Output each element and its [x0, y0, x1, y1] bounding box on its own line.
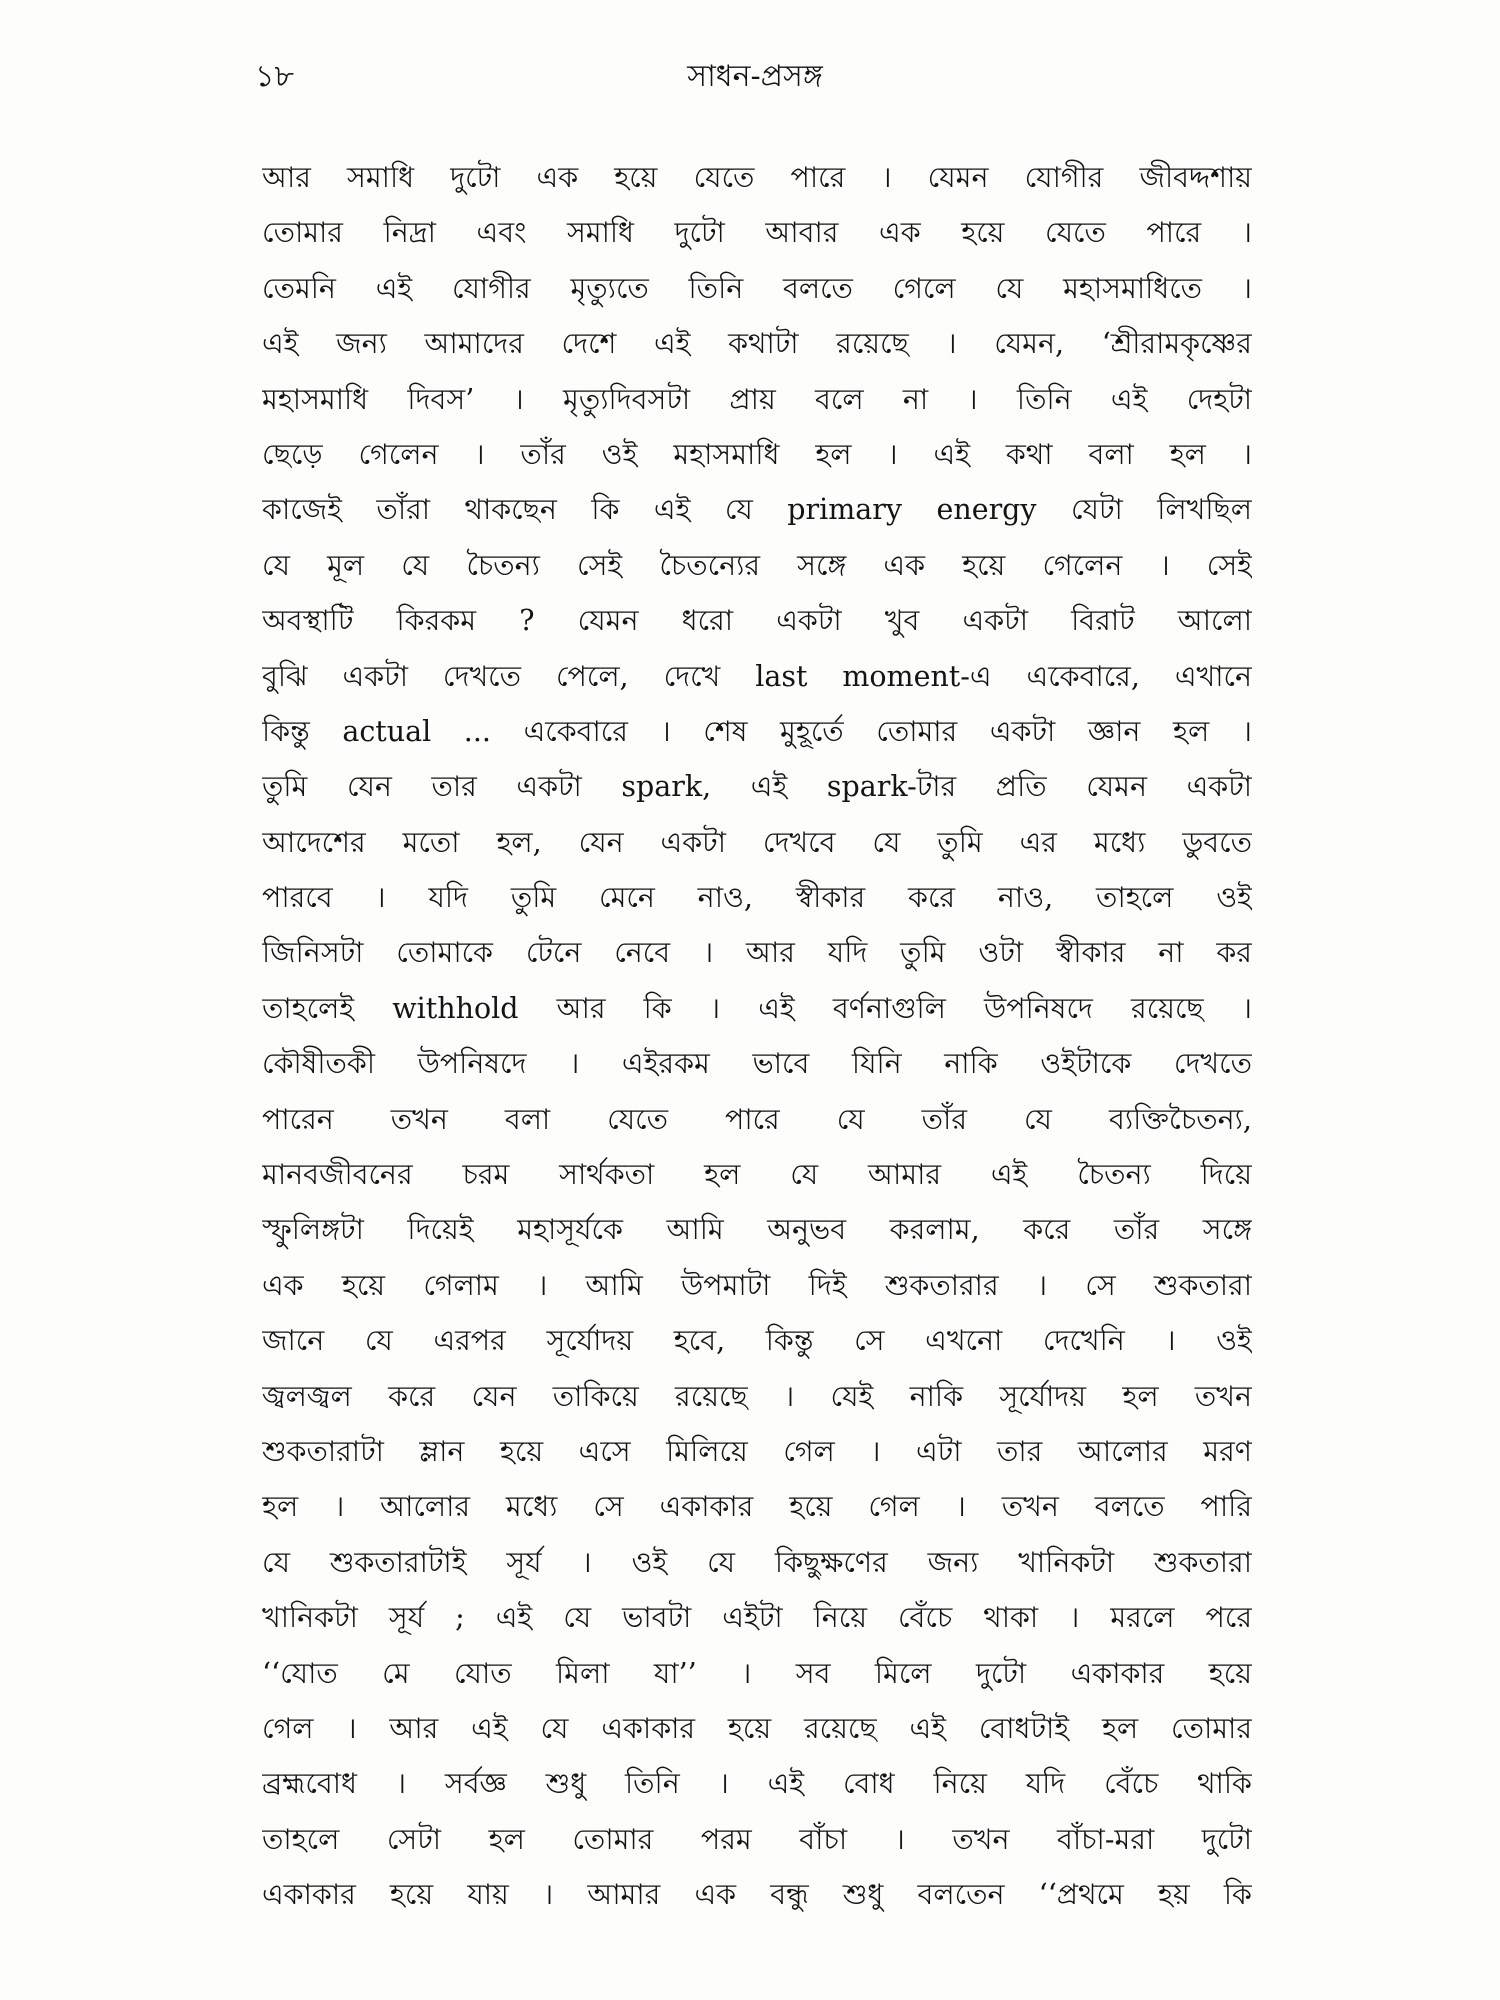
- text-line: ‘‘যোত মে যোত মিলা যা’’ । সব মিলে দুটো একাকার হয়ে: [262, 1656, 1252, 1690]
- text-line: ব্রহ্মবোধ । সর্বজ্ঞ শুধু তিনি । এই বোধ নিয়ে যদি বেঁচে থাকি: [262, 1767, 1252, 1801]
- running-title: সাধন-প্রসঙ্গ: [687, 59, 823, 94]
- text-line: যে শুকতারাটাই সূর্য । ওই যে কিছুক্ষণের জন্য খানিকটা শুকতারা: [262, 1545, 1252, 1579]
- text-line: আর সমাধি দুটো এক হয়ে যেতে পারে । যেমন যোগীর জীবদ্দশায়: [262, 161, 1252, 194]
- text-line: জ্বলজ্বল করে যেন তাকিয়ে রয়েছে । যেই নাকি সূর্যোদয় হল তখন: [262, 1379, 1252, 1413]
- text-line: মহাসমাধি দিবস’ । মৃত্যুদিবসটা প্রায় বলে না । তিনি এই দেহটা: [262, 382, 1252, 416]
- text-line: পারবে । যদি তুমি মেনে নাও, স্বীকার করে নাও, তাহলে ওই: [262, 881, 1252, 915]
- text-line: তুমি যেন তার একটা spark, এই spark-টার প্রতি যেমন একটা: [262, 770, 1252, 804]
- text-line: শুকতারাটা ম্লান হয়ে এসে মিলিয়ে গেল । এটা তার আলোর মরণ: [262, 1434, 1252, 1468]
- running-head: [255, 52, 1255, 102]
- body-text: [262, 150, 1252, 1923]
- text-line: ছেড়ে গেলেন । তাঁর ওই মহাসমাধি হল । এই কথা বলা হল ।: [262, 437, 1252, 471]
- text-line: হল । আলোর মধ্যে সে একাকার হয়ে গেল । তখন বলতে পারি: [262, 1490, 1252, 1524]
- text-line: স্ফুলিঙ্গটা দিয়েই মহাসূর্যকে আমি অনুভব করলাম, করে তাঁর সঙ্গে: [262, 1213, 1252, 1247]
- text-line: কৌষীতকী উপনিষদে । এইরকম ভাবে যিনি নাকি ওইটাকে দেখতে: [262, 1047, 1252, 1081]
- text-line: গেল । আর এই যে একাকার হয়ে রয়েছে এই বোধটাই হল তোমার: [262, 1711, 1252, 1745]
- text-line: জানে যে এরপর সূর্যোদয় হবে, কিন্তু সে এখনো দেখেনি । ওই: [262, 1324, 1252, 1358]
- text-line: খানিকটা সূর্য ; এই যে ভাবটা এইটা নিয়ে বেঁচে থাকা । মরলে পরে: [262, 1601, 1252, 1635]
- text-line: আদেশের মতো হল, যেন একটা দেখবে যে তুমি এর মধ্যে ডুবতে: [262, 825, 1252, 859]
- text-line: তেমনি এই যোগীর মৃত্যুতে তিনি বলতে গেলে যে মহাসমাধিতে ।: [262, 271, 1252, 305]
- text-line: এই জন্য আমাদের দেশে এই কথাটা রয়েছে । যেমন, ‘শ্রীরামকৃষ্ণের: [262, 327, 1252, 361]
- text-line: অবস্থাটি কিরকম ? যেমন ধরো একটা খুব একটা বিরাট আলো: [262, 604, 1252, 638]
- text-line: একাকার হয়ে যায় । আমার এক বন্ধু শুধু বলতেন ‘‘প্রথমে হয় কি: [262, 1878, 1252, 1912]
- text-line: কাজেই তাঁরা থাকছেন কি এই যে primary energy যেটা লিখছিল: [262, 493, 1252, 527]
- page-number: ১৮: [255, 59, 294, 94]
- text-line: তাহলেই withhold আর কি । এই বর্ণনাগুলি উপনিষদে রয়েছে ।: [262, 991, 1252, 1025]
- text-line: মানবজীবনের চরম সার্থকতা হল যে আমার এই চৈতন্য দিয়ে: [262, 1158, 1252, 1192]
- text-line: তাহলে সেটা হল তোমার পরম বাঁচা । তখন বাঁচা-মরা দুটো: [262, 1822, 1252, 1856]
- text-line: বুঝি একটা দেখতে পেলে, দেখে last moment-এ একেবারে, এখানে: [262, 659, 1252, 693]
- text-line: তোমার নিদ্রা এবং সমাধি দুটো আবার এক হয়ে যেতে পারে ।: [262, 216, 1252, 250]
- text-line: জিনিসটা তোমাকে টেনে নেবে । আর যদি তুমি ওটা স্বীকার না কর: [262, 936, 1252, 970]
- text-line: পারেন তখন বলা যেতে পারে যে তাঁর যে ব্যক্তিচৈতন্য,: [262, 1102, 1252, 1136]
- text-line: যে মূল যে চৈতন্য সেই চৈতন্যের সঙ্গে এক হয়ে গেলেন । সেই: [262, 548, 1252, 582]
- text-line: কিন্তু actual ... একেবারে । শেষ মুহূর্তে তোমার একটা জ্ঞান হল ।: [262, 714, 1252, 748]
- text-line: এক হয়ে গেলাম । আমি উপমাটা দিই শুকতারার । সে শুকতারা: [262, 1268, 1252, 1302]
